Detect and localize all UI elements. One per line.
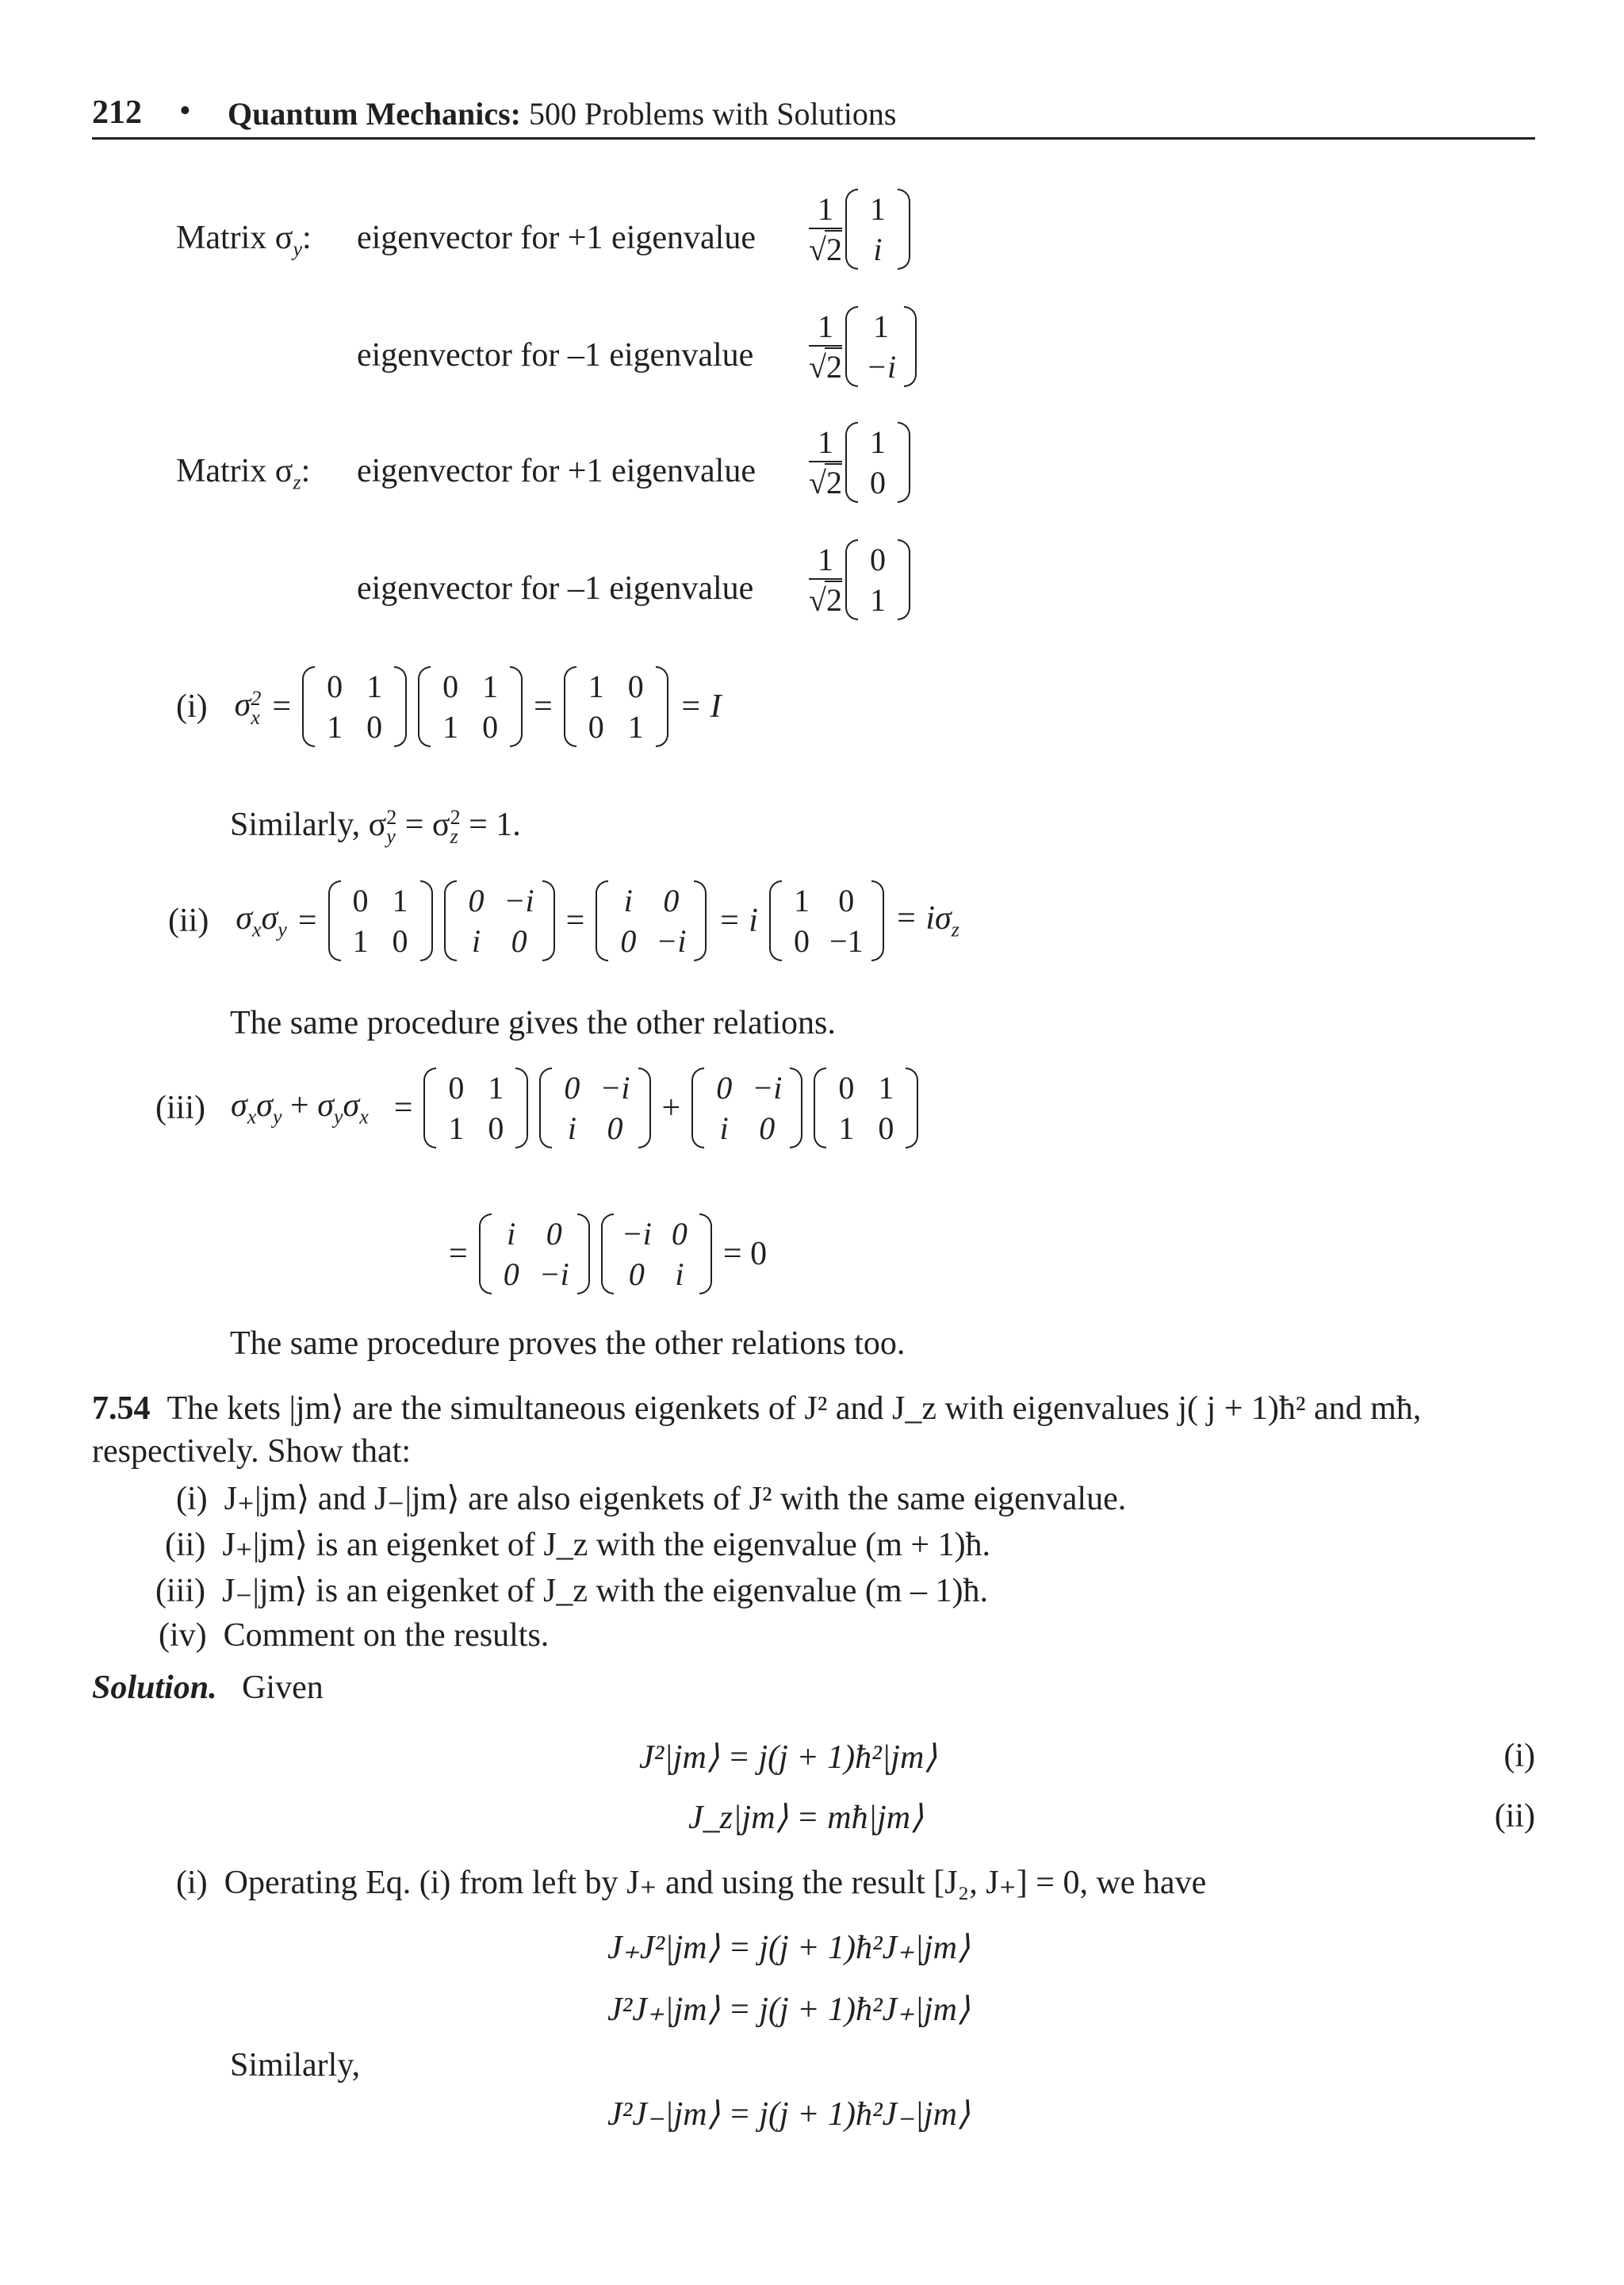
part-i-matrix-1: 0 1 1 0 <box>302 666 407 747</box>
header-rule <box>92 137 1535 140</box>
solution-similarly: Similarly, <box>230 2047 361 2084</box>
part-i-matrix-3: 1 0 0 1 <box>564 666 668 747</box>
part-iii-note: The same procedure proves the other relations too. <box>230 1325 906 1362</box>
book-title-bold: Quantum Mechanics: <box>228 96 521 132</box>
part-iii-result: = i 0 0 −i −i 0 0 i = 0 <box>449 1213 767 1294</box>
solution-heading: Solution. Given <box>92 1670 324 1706</box>
solution-eq-1: J²|jm⟩ = j(j + 1)ħ²|jm⟩ <box>639 1739 937 1776</box>
matrix-sz-label: Matrix $\sigma_z$: <box>176 453 311 494</box>
matrix-sy-label: Matrix $\sigma_y$: <box>176 220 312 261</box>
sy-plus-vector: $\frac{1}{√2}$ 1 i <box>809 189 910 270</box>
problem-item-4: (iv) Comment on the results. <box>159 1617 550 1654</box>
sz-minus-vector: $\frac{1}{√2}$ 0 1 <box>809 539 910 620</box>
solution-eq-1-number: (i) <box>1503 1738 1535 1774</box>
part-i-similarly: Similarly, σ 2 y = σ 2 z = 1. <box>230 806 521 849</box>
problem-item-3: (iii) J₋|jm⟩ is an eigenket of J_z with the eigenvalue (m – 1)ħ. <box>155 1573 989 1609</box>
sz-plus-vector: $\frac{1}{√2}$ 1 0 <box>809 422 910 503</box>
solution-eq-2-number: (ii) <box>1494 1798 1535 1835</box>
sy-minus-text: eigenvector for –1 eigenvalue <box>357 337 754 374</box>
solution-step-1: (i) Operating Eq. (i) from left by J₊ and using the result [J₂, J₊] = 0, we have <box>176 1865 1207 1901</box>
problem-line-2: respectively. Show that: <box>92 1433 412 1470</box>
sy-minus-vector: $\frac{1}{√2}$ 1 −i <box>809 306 917 387</box>
problem-item-1: (i) J₊|jm⟩ and J₋|jm⟩ are also eigenkets of J² with the same eigenvalue. <box>176 1481 1127 1517</box>
part-ii-note: The same procedure gives the other relations. <box>230 1005 836 1041</box>
part-iii-equation: (iii) $\sigma_x\sigma_y + \sigma_y\sigma_x$ = 0 1 1 0 0 −i i 0 + 0 −i i 0 0 1 1 0 <box>155 1068 918 1148</box>
problem-line-1: 7.54 The kets |jm⟩ are the simultaneous eigenkets of J² and J_z with eigenvalues j( j + 1)ħ² and mħ, <box>92 1390 1422 1427</box>
problem-item-2: (ii) J₊|jm⟩ is an eigenket of J_z with the eigenvalue (m + 1)ħ. <box>165 1527 991 1563</box>
part-i-equation: (i) σ 2 x = 0 1 1 0 0 1 1 0 = 1 0 0 1 = I <box>176 666 722 747</box>
running-header <box>228 95 896 132</box>
solution-eq-5: J²J₋|jm⟩ = j(j + 1)ħ²J₋|jm⟩ <box>607 2096 971 2133</box>
sz-plus-text: eigenvector for +1 eigenvalue <box>357 453 756 489</box>
book-title-rest: 500 Problems with Solutions <box>521 96 897 132</box>
solution-eq-4: J²J₊|jm⟩ = j(j + 1)ħ²J₊|jm⟩ <box>607 1992 971 2028</box>
sz-minus-text: eigenvector for –1 eigenvalue <box>357 570 754 607</box>
part-ii-equation: (ii) $\sigma_x\sigma_y$ = 0 1 1 0 0 −i i 0 = i 0 0 −i = i 1 0 0 −1 = $i\sigma_z$ <box>168 880 959 961</box>
solution-eq-3: J₊J²|jm⟩ = j(j + 1)ħ²J₊|jm⟩ <box>607 1930 971 1966</box>
part-i-matrix-2: 0 1 1 0 <box>418 666 523 747</box>
solution-eq-2: J_z|jm⟩ = mħ|jm⟩ <box>688 1800 924 1836</box>
header-bullet: • <box>179 93 191 129</box>
sy-plus-text: eigenvector for +1 eigenvalue <box>357 220 756 256</box>
page-number: 212 <box>92 94 142 131</box>
